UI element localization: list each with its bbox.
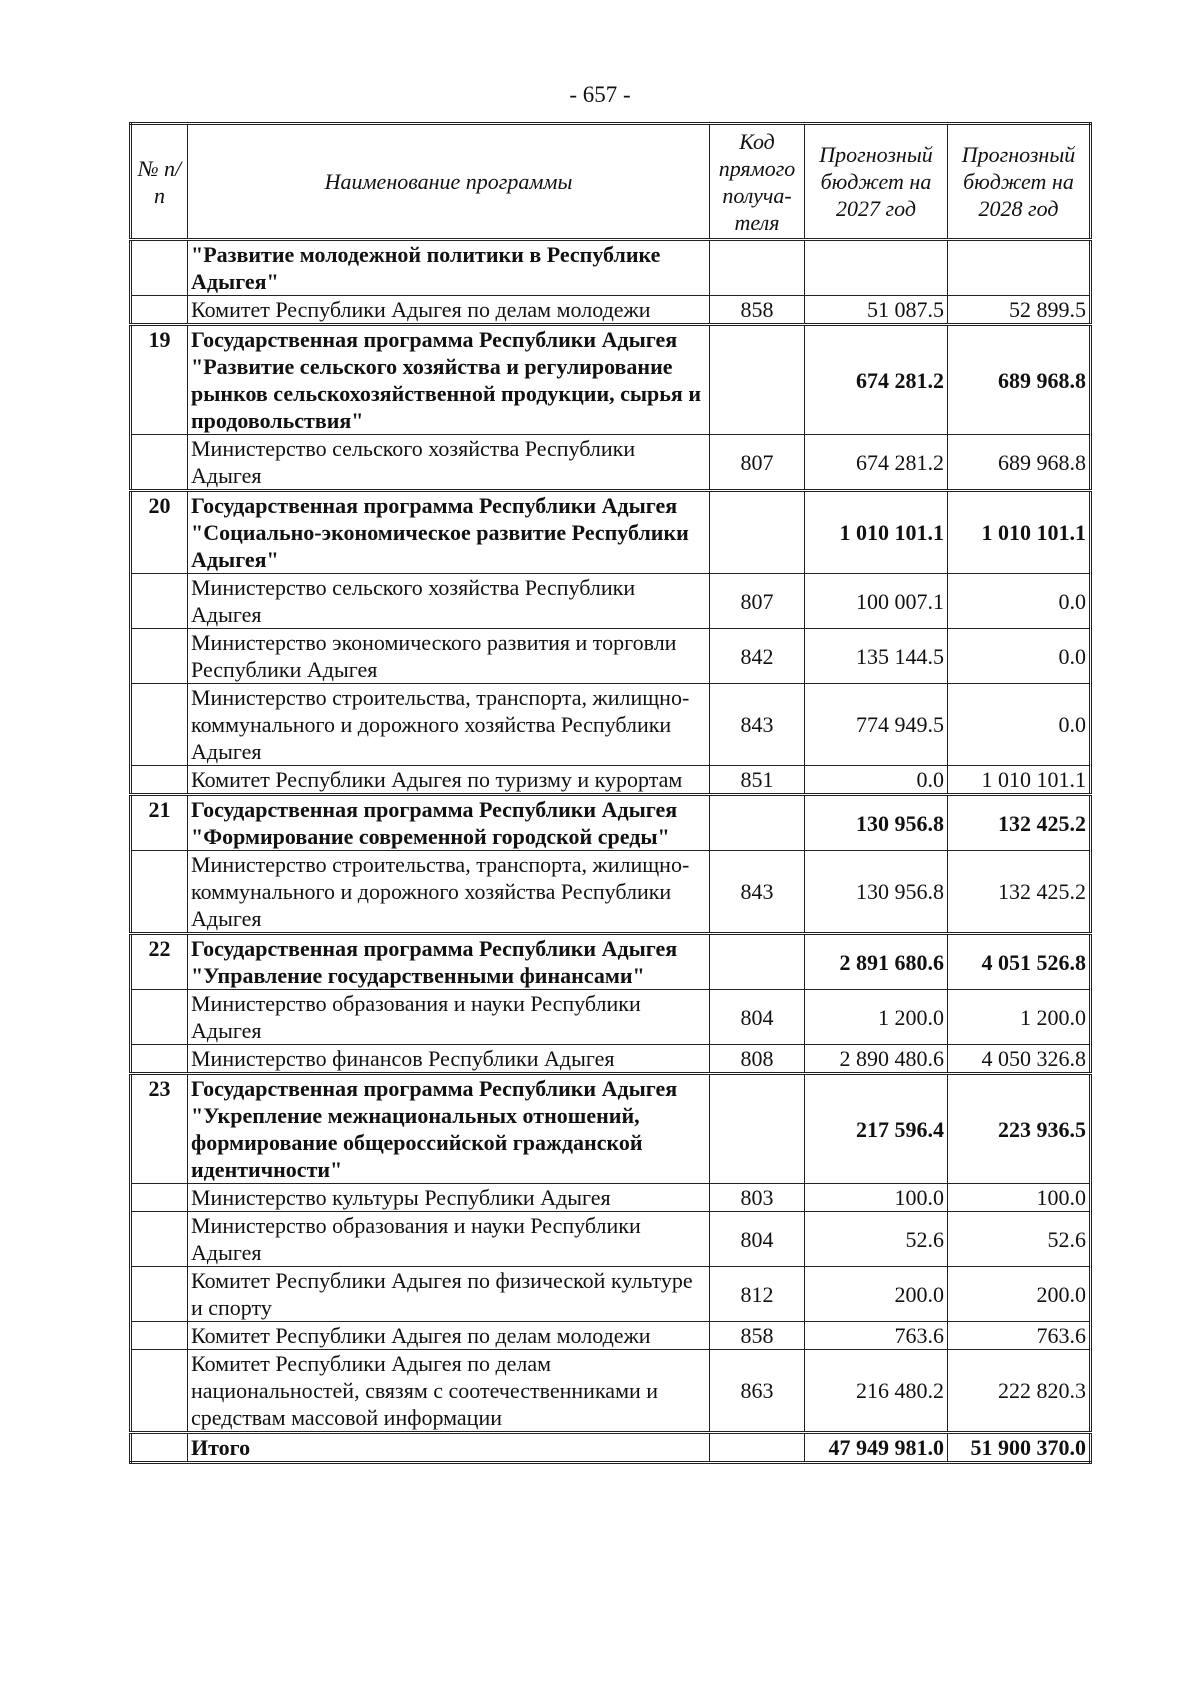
recipient-name: Министерство строительства, транспорта, жилищно-коммунального и дорожного хозяйства Республики Адыгея	[188, 684, 710, 766]
recipient-code: 863	[710, 1350, 805, 1433]
recipient-code	[710, 1074, 805, 1184]
row-number	[131, 629, 188, 684]
recipient-row	[131, 1184, 1091, 1212]
recipient-code	[710, 240, 805, 296]
recipient-code: 804	[710, 990, 805, 1045]
budget-2028: 4 050 326.8	[948, 1045, 1091, 1074]
row-number	[131, 1322, 188, 1350]
budget-2028: 132 425.2	[948, 851, 1091, 934]
program-row	[131, 934, 1091, 990]
row-number: 21	[131, 795, 188, 851]
recipient-row	[131, 435, 1091, 491]
program-name: Государственная программа Республики Адыгея "Укрепление межнациональных отношений, формирование общероссийской гражданской идентичности"	[188, 1074, 710, 1184]
recipient-row	[131, 1212, 1091, 1267]
row-number	[131, 574, 188, 629]
recipient-name: Комитет Республики Адыгея по делам молодежи	[188, 296, 710, 325]
header-row	[131, 124, 1091, 240]
row-number	[131, 240, 188, 296]
program-name: "Развитие молодежной политики в Республике Адыгея"	[188, 240, 710, 296]
recipient-name: Министерство финансов Республики Адыгея	[188, 1045, 710, 1074]
recipient-row	[131, 1350, 1091, 1433]
recipient-name: Комитет Республики Адыгея по делам молодежи	[188, 1322, 710, 1350]
budget-2028: 52.6	[948, 1212, 1091, 1267]
row-number: 19	[131, 325, 188, 435]
budget-2027: 774 949.5	[805, 684, 948, 766]
budget-2027: 763.6	[805, 1322, 948, 1350]
budget-table	[129, 122, 1092, 1464]
budget-2028: 1 200.0	[948, 990, 1091, 1045]
row-number	[131, 1350, 188, 1433]
total-label: Итого	[188, 1433, 710, 1463]
program-row	[131, 325, 1091, 435]
budget-2027: 130 956.8	[805, 795, 948, 851]
program-row	[131, 795, 1091, 851]
row-number	[131, 1184, 188, 1212]
row-number	[131, 684, 188, 766]
recipient-name: Комитет Республики Адыгея по туризму и курортам	[188, 766, 710, 795]
total-row	[131, 1433, 1091, 1463]
recipient-name: Министерство образования и науки Республики Адыгея	[188, 990, 710, 1045]
budget-2027: 51 087.5	[805, 296, 948, 325]
recipient-name: Комитет Республики Адыгея по физической культуре и спорту	[188, 1267, 710, 1322]
recipient-row	[131, 574, 1091, 629]
program-row	[131, 491, 1091, 574]
recipient-row	[131, 766, 1091, 795]
header-code: Код прямого получа-теля	[710, 124, 805, 240]
budget-2027: 100 007.1	[805, 574, 948, 629]
budget-2028: 52 899.5	[948, 296, 1091, 325]
budget-2028: 689 968.8	[948, 325, 1091, 435]
table-body	[131, 240, 1091, 1433]
header-num: № п/п	[131, 124, 188, 240]
budget-2027: 200.0	[805, 1267, 948, 1322]
program-row	[131, 1074, 1091, 1184]
recipient-code: 807	[710, 435, 805, 491]
recipient-code: 803	[710, 1184, 805, 1212]
recipient-name: Министерство сельского хозяйства Республики Адыгея	[188, 574, 710, 629]
total-code	[710, 1433, 805, 1463]
recipient-code	[710, 795, 805, 851]
budget-2027: 135 144.5	[805, 629, 948, 684]
budget-2028: 763.6	[948, 1322, 1091, 1350]
recipient-code: 851	[710, 766, 805, 795]
program-name: Государственная программа Республики Адыгея "Развитие сельского хозяйства и регулирование рынков сельскохозяйственной продукции, сырья и продовольствия"	[188, 325, 710, 435]
row-number	[131, 851, 188, 934]
row-number	[131, 990, 188, 1045]
recipient-row	[131, 684, 1091, 766]
recipient-name: Министерство сельского хозяйства Республики Адыгея	[188, 435, 710, 491]
budget-2027: 52.6	[805, 1212, 948, 1267]
row-number: 22	[131, 934, 188, 990]
budget-2027: 1 010 101.1	[805, 491, 948, 574]
budget-2027: 100.0	[805, 1184, 948, 1212]
header-budget-2028: Прогнозный бюджет на 2028 год	[948, 124, 1091, 240]
recipient-row	[131, 629, 1091, 684]
recipient-code: 858	[710, 296, 805, 325]
budget-2027: 130 956.8	[805, 851, 948, 934]
program-row	[131, 240, 1091, 296]
budget-2028: 0.0	[948, 684, 1091, 766]
recipient-code: 843	[710, 851, 805, 934]
budget-2027: 2 891 680.6	[805, 934, 948, 990]
budget-2027: 0.0	[805, 766, 948, 795]
recipient-code: 843	[710, 684, 805, 766]
row-number: 20	[131, 491, 188, 574]
header-budget-2027: Прогнозный бюджет на 2027 год	[805, 124, 948, 240]
recipient-code: 812	[710, 1267, 805, 1322]
program-name: Государственная программа Республики Адыгея "Социально-экономическое развитие Республики Адыгея"	[188, 491, 710, 574]
recipient-code	[710, 491, 805, 574]
budget-2028: 222 820.3	[948, 1350, 1091, 1433]
budget-2028: 0.0	[948, 574, 1091, 629]
recipient-name: Министерство экономического развития и торговли Республики Адыгея	[188, 629, 710, 684]
recipient-code: 807	[710, 574, 805, 629]
row-number	[131, 435, 188, 491]
recipient-code: 842	[710, 629, 805, 684]
budget-2028: 1 010 101.1	[948, 766, 1091, 795]
recipient-code: 858	[710, 1322, 805, 1350]
recipient-code: 808	[710, 1045, 805, 1074]
budget-2028: 100.0	[948, 1184, 1091, 1212]
budget-2028: 1 010 101.1	[948, 491, 1091, 574]
recipient-row	[131, 1267, 1091, 1322]
row-number	[131, 1267, 188, 1322]
row-number: 23	[131, 1074, 188, 1184]
row-number	[131, 1212, 188, 1267]
row-number	[131, 296, 188, 325]
budget-2027	[805, 240, 948, 296]
recipient-name: Министерство образования и науки Республики Адыгея	[188, 1212, 710, 1267]
budget-2027: 1 200.0	[805, 990, 948, 1045]
budget-2028: 132 425.2	[948, 795, 1091, 851]
recipient-code	[710, 934, 805, 990]
recipient-row	[131, 296, 1091, 325]
recipient-name: Министерство культуры Республики Адыгея	[188, 1184, 710, 1212]
recipient-row	[131, 1045, 1091, 1074]
program-name: Государственная программа Республики Адыгея "Управление государственными финансами"	[188, 934, 710, 990]
recipient-row	[131, 1322, 1091, 1350]
budget-2027: 216 480.2	[805, 1350, 948, 1433]
budget-2028: 200.0	[948, 1267, 1091, 1322]
recipient-code	[710, 325, 805, 435]
recipient-row	[131, 990, 1091, 1045]
budget-2027: 674 281.2	[805, 435, 948, 491]
program-name: Государственная программа Республики Адыгея "Формирование современной городской среды"	[188, 795, 710, 851]
budget-2028: 0.0	[948, 629, 1091, 684]
page-number: - 657 -	[569, 82, 631, 107]
row-number	[131, 766, 188, 795]
total-budget-2028: 51 900 370.0	[948, 1433, 1091, 1463]
budget-2027: 674 281.2	[805, 325, 948, 435]
budget-2027: 217 596.4	[805, 1074, 948, 1184]
total-num	[131, 1433, 188, 1463]
budget-2028: 223 936.5	[948, 1074, 1091, 1184]
header-name: Наименование программы	[188, 124, 710, 240]
recipient-name: Комитет Республики Адыгея по делам национальностей, связям с соотечественниками и средствам массовой информации	[188, 1350, 710, 1433]
recipient-name: Министерство строительства, транспорта, жилищно-коммунального и дорожного хозяйства Республики Адыгея	[188, 851, 710, 934]
total-budget-2027: 47 949 981.0	[805, 1433, 948, 1463]
budget-2027: 2 890 480.6	[805, 1045, 948, 1074]
recipient-code: 804	[710, 1212, 805, 1267]
recipient-row	[131, 851, 1091, 934]
row-number	[131, 1045, 188, 1074]
budget-2028	[948, 240, 1091, 296]
budget-2028: 689 968.8	[948, 435, 1091, 491]
budget-2028: 4 051 526.8	[948, 934, 1091, 990]
